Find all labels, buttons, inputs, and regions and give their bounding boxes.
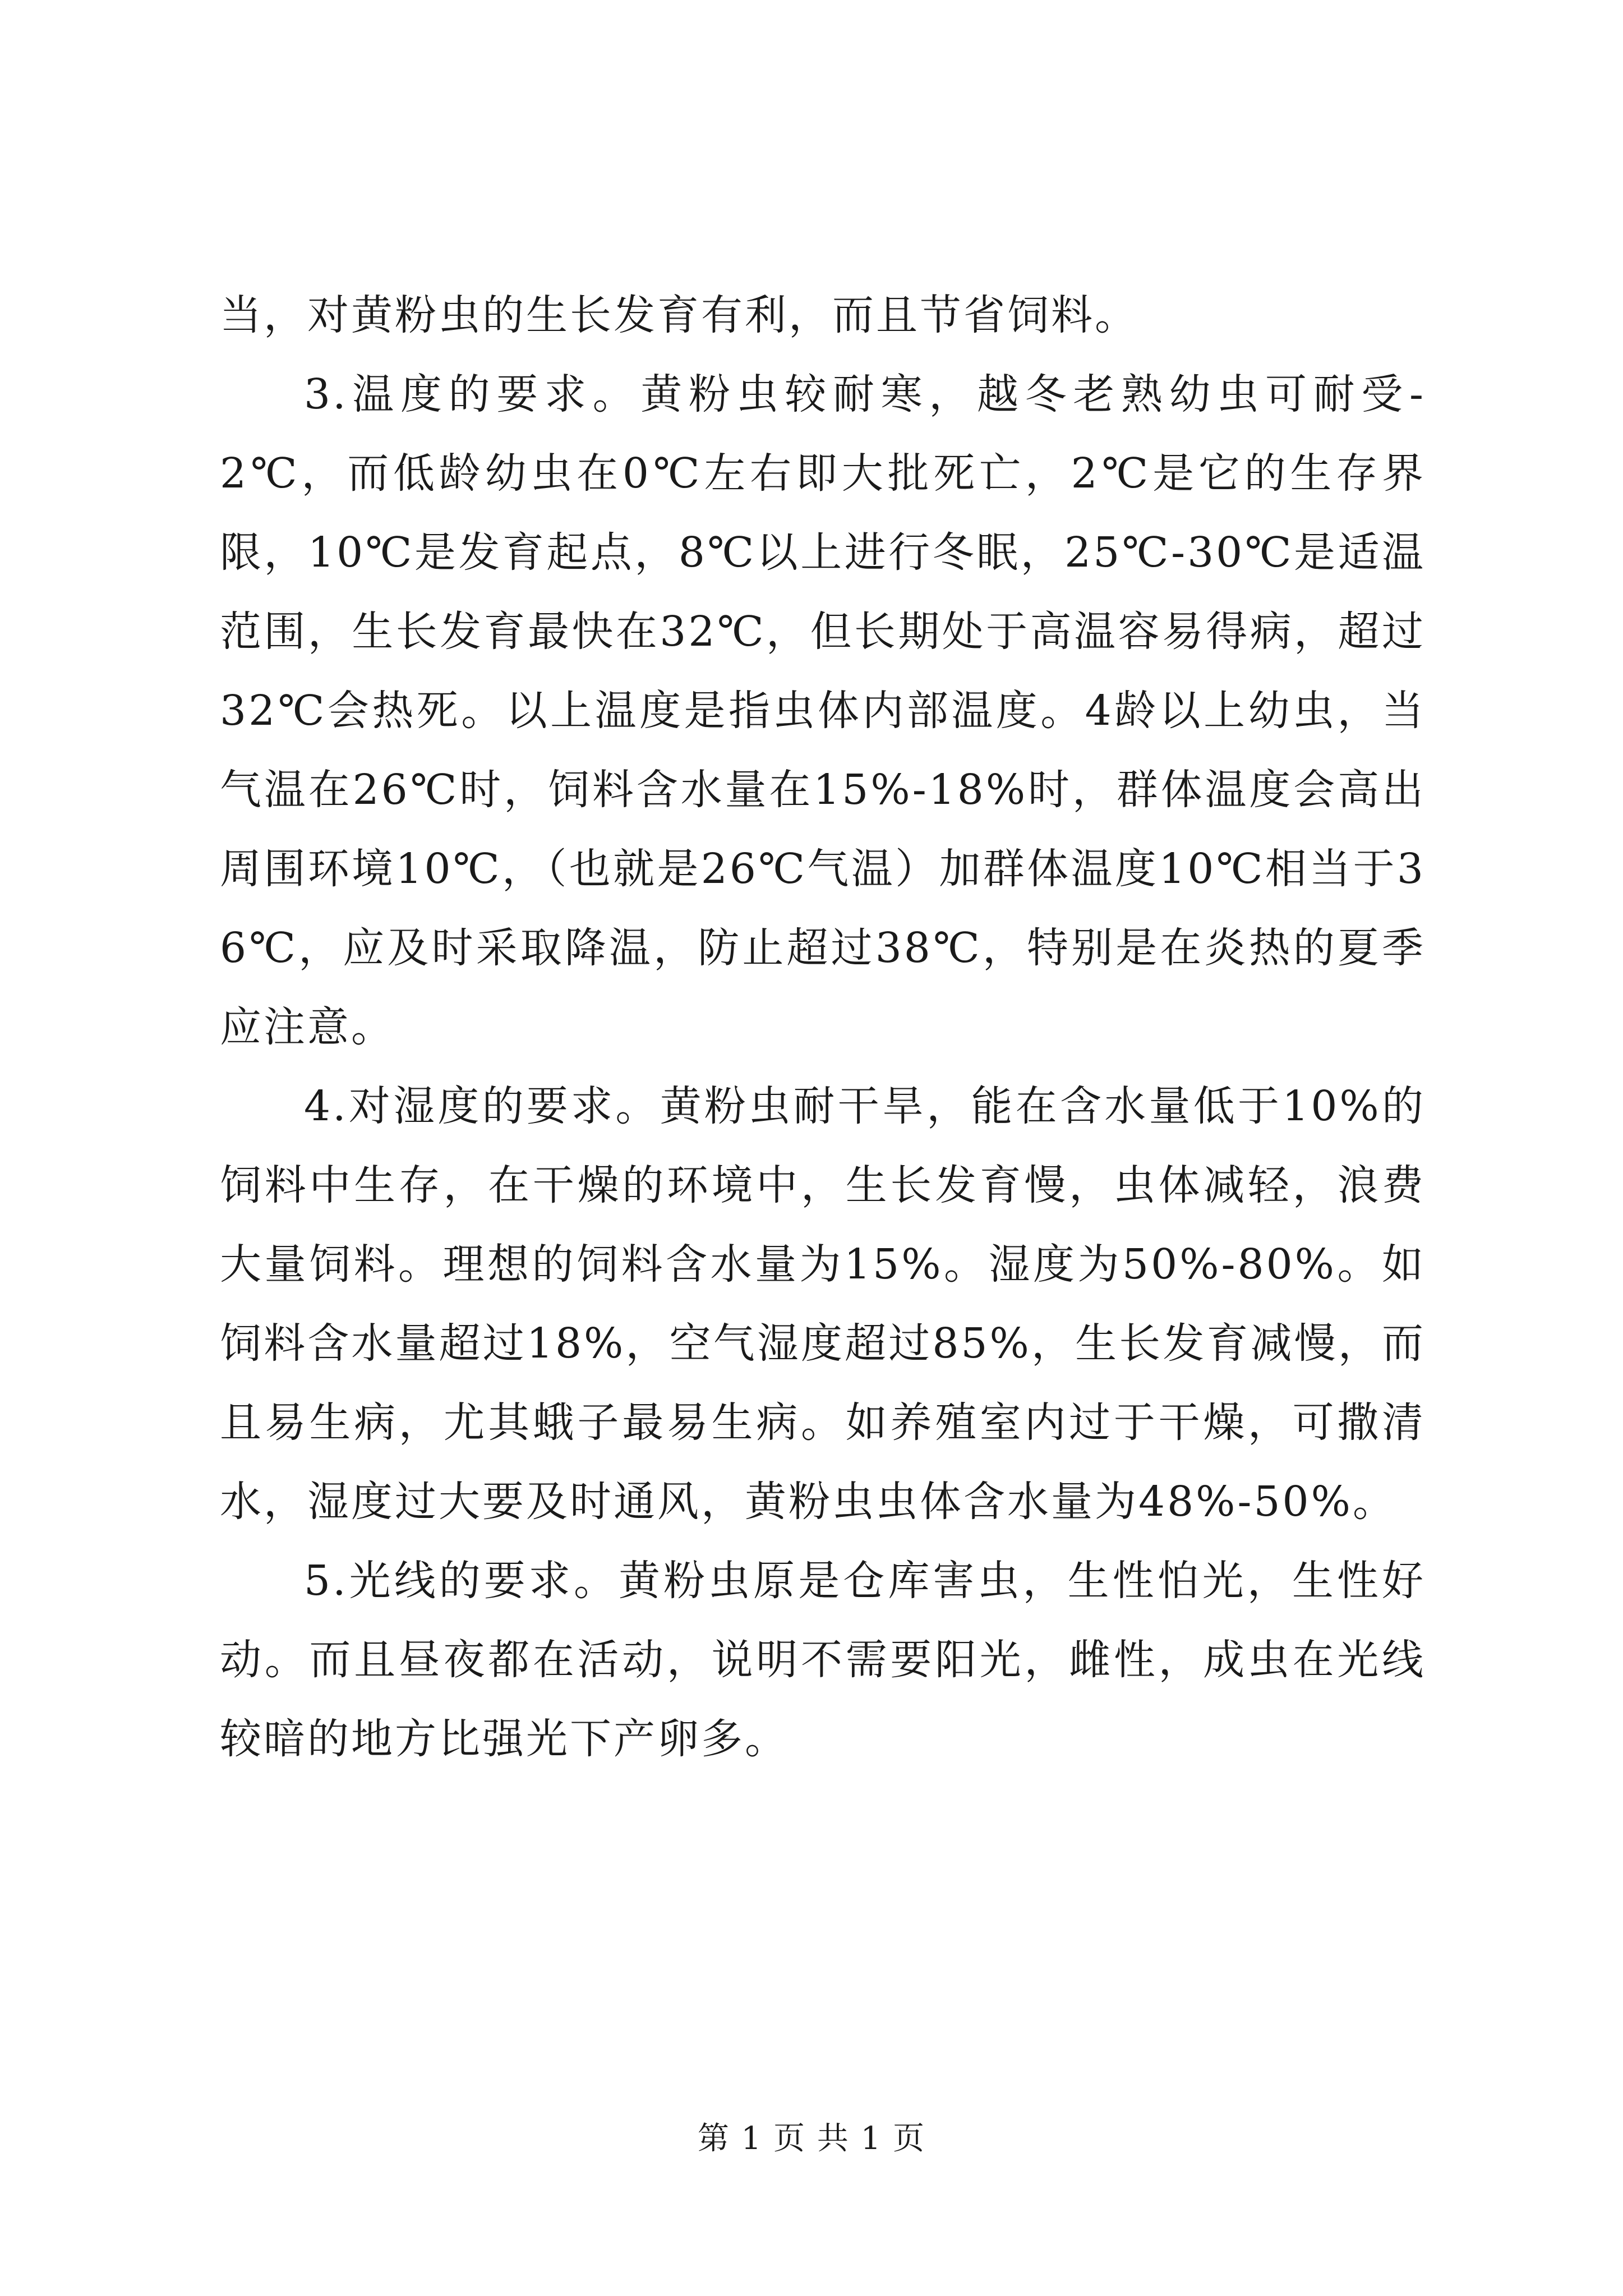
document-body	[220, 276, 1426, 1779]
paragraph-humidity: 4.对湿度的要求。黄粉虫耐干旱，能在含水量低于10%的饲料中生存，在干燥的环境中，生长发育慢，虫体减轻，浪费大量饲料。理想的饲料含水量为15%。湿度为50%-80%。如饲料含水量超过18%，空气湿度超过85%，生长发育减慢，而且易生病，尤其蛾子最易生病。如养殖室内过于干燥，可撒清水，湿度过大要及时通风，黄粉虫虫体含水量为48%-50%。	[220, 1082, 1426, 1526]
paragraph-temperature: 3.温度的要求。黄粉虫较耐寒，越冬老熟幼虫可耐受-2℃，而低龄幼虫在0℃左右即大批死亡，2℃是它的生存界限，10℃是发育起点，8℃以上进行冬眠，25℃-30℃是适温范围，生长发育最快在32℃，但长期处于高温容易得病，超过32℃会热死。以上温度是指虫体内部温度。4龄以上幼虫，当气温在26℃时，饲料含水量在15%-18%时，群体温度会高出周围环境10℃，（也就是26℃气温）加群体温度10℃相当于36℃，应及时采取降温，防止超过38℃，特别是在炎热的夏季应注意。	[220, 370, 1426, 1051]
paragraph-continuation: 当，对黄粉虫的生长发育有利，而且节省饲料。	[220, 291, 1138, 339]
page-number-footer: 第 1 页 共 1 页	[697, 2120, 926, 2157]
paragraph-light: 5.光线的要求。黄粉虫原是仓库害虫，生性怕光，生性好动。而且昼夜都在活动，说明不需要阳光，雌性，成虫在光线较暗的地方比强光下产卵多。	[220, 1557, 1426, 1763]
